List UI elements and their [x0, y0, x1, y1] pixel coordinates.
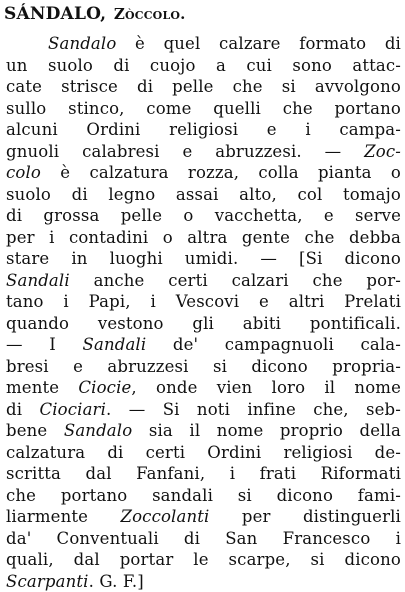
text-line: Scarpanti. G. F.] [6, 571, 401, 592]
text-line: bene Sandalo sia il nome proprio della [6, 420, 401, 442]
text-line: Sandali anche certi calzari che por- [6, 270, 401, 292]
text-line: di Ciociari. — Si noti infine che, seb- [6, 399, 401, 421]
text-line: colo è calzatura rozza, colla pianta o [6, 162, 401, 184]
text-line: scritta dal Fanfani, i frati Riformati [6, 463, 401, 485]
text-line: che portano sandali si dicono fami- [6, 485, 401, 507]
text-line: quando vestono gli abiti pontificali. [6, 313, 401, 335]
text-line: gnuoli calabresi e abruzzesi. — Zoc- [6, 141, 401, 163]
entry-subtitle: Zòccolo. [114, 5, 186, 23]
text-line: per i contadini o altra gente che debba [6, 227, 401, 249]
text-line: mente Ciocie, onde vien loro il nome [6, 377, 401, 399]
entry-body [6, 33, 401, 592]
entry-heading [4, 2, 186, 26]
text-line: un suolo di cuojo a cui sono attac- [6, 55, 401, 77]
text-line: bresi e abruzzesi si dicono propria- [6, 356, 401, 378]
text-line: calzatura di certi Ordini religiosi de- [6, 442, 401, 464]
text-line: quali, dal portar le scarpe, si dicono [6, 549, 401, 571]
text-line: — I Sandali de' campagnuoli cala- [6, 334, 401, 356]
entry-title: SÁNDALO, [4, 4, 106, 24]
text-line: sullo stinco, come quelli che portano [6, 98, 401, 120]
text-line: cate strisce di pelle che si avvolgono [6, 76, 401, 98]
text-line: alcuni Ordini religiosi e i campa- [6, 119, 401, 141]
text-line: di grossa pelle o vacchetta, e serve [6, 205, 401, 227]
text-line: Sandalo è quel calzare formato di [6, 33, 401, 55]
text-line: liarmente Zoccolanti per distinguerli [6, 506, 401, 528]
text-line: suolo di legno assai alto, col tomajo [6, 184, 401, 206]
text-line: da' Conventuali di San Francesco i [6, 528, 401, 550]
text-line: tano i Papi, i Vescovi e altri Prelati [6, 291, 401, 313]
text-line: stare in luoghi umidi. — [Si dicono [6, 248, 401, 270]
